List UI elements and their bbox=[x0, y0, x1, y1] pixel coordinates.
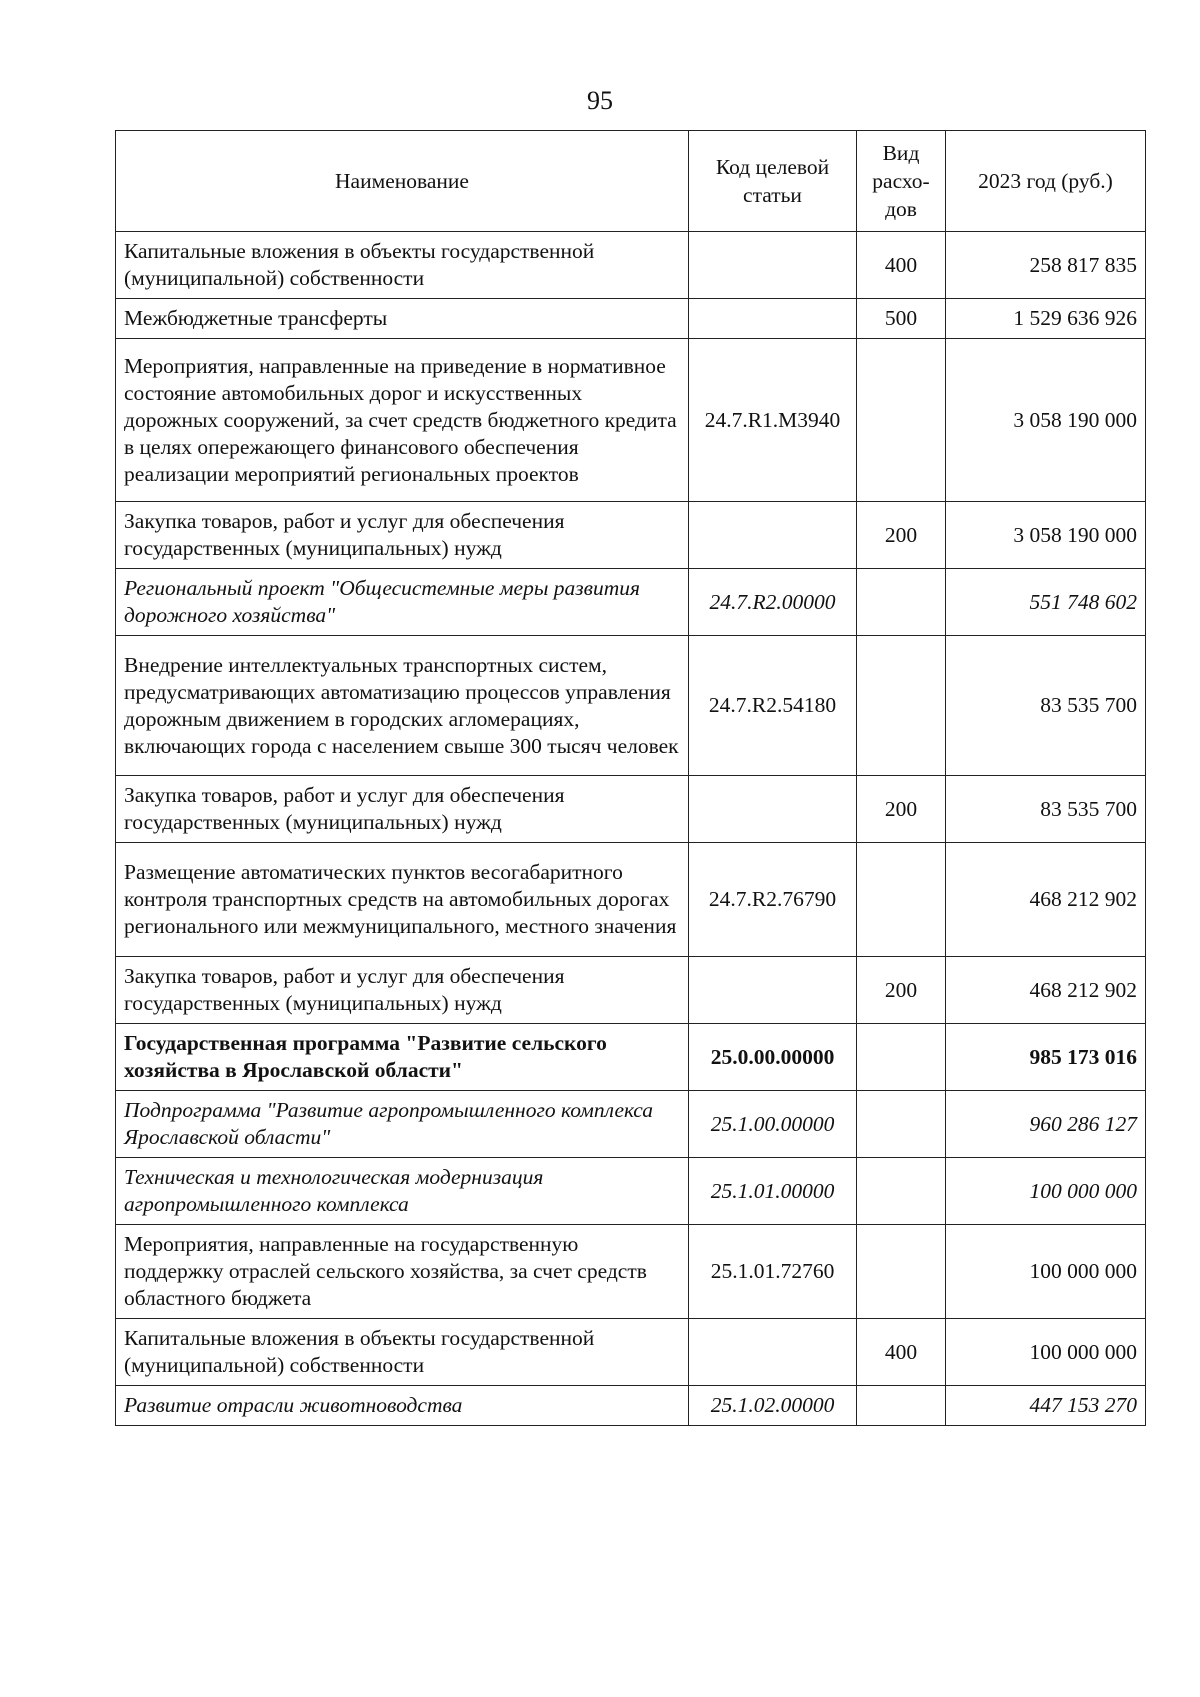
cell-type bbox=[857, 1024, 946, 1091]
cell-name: Размещение автоматических пунктов весогабаритного контроля транспортных средств на автомобильных дорогах регионального или межмуниципального, местного значения bbox=[116, 843, 689, 957]
cell-sum: 100 000 000 bbox=[946, 1158, 1146, 1225]
cell-name: Закупка товаров, работ и услуг для обеспечения государственных (муниципальных) нужд bbox=[116, 776, 689, 843]
cell-sum: 3 058 190 000 bbox=[946, 502, 1146, 569]
page-number: 95 bbox=[587, 86, 613, 115]
cell-type: 400 bbox=[857, 232, 946, 299]
cell-sum: 960 286 127 bbox=[946, 1091, 1146, 1158]
header-type: Вид расхо-дов bbox=[857, 131, 946, 232]
cell-type bbox=[857, 339, 946, 502]
cell-type: 200 bbox=[857, 776, 946, 843]
cell-sum: 447 153 270 bbox=[946, 1386, 1146, 1426]
cell-type bbox=[857, 1158, 946, 1225]
table-row bbox=[116, 1225, 1146, 1319]
cell-type bbox=[857, 1225, 946, 1319]
cell-code bbox=[689, 1319, 857, 1386]
cell-name: Закупка товаров, работ и услуг для обеспечения государственных (муниципальных) нужд bbox=[116, 502, 689, 569]
table-row bbox=[116, 569, 1146, 636]
cell-sum: 985 173 016 bbox=[946, 1024, 1146, 1091]
cell-type bbox=[857, 1386, 946, 1426]
cell-sum: 83 535 700 bbox=[946, 636, 1146, 776]
cell-name: Капитальные вложения в объекты государственной (муниципальной) собственности bbox=[116, 232, 689, 299]
cell-code bbox=[689, 957, 857, 1024]
cell-name: Подпрограмма "Развитие агропромышленного комплекса Ярославской области" bbox=[116, 1091, 689, 1158]
cell-code: 25.1.02.00000 bbox=[689, 1386, 857, 1426]
header-row bbox=[116, 131, 1146, 232]
table-row bbox=[116, 339, 1146, 502]
table-row bbox=[116, 957, 1146, 1024]
table-row bbox=[116, 232, 1146, 299]
cell-sum: 100 000 000 bbox=[946, 1225, 1146, 1319]
table-row bbox=[116, 636, 1146, 776]
cell-code: 25.1.01.72760 bbox=[689, 1225, 857, 1319]
cell-code: 25.0.00.00000 bbox=[689, 1024, 857, 1091]
cell-name: Мероприятия, направленные на приведение в нормативное состояние автомобильных дорог и искусственных дорожных сооружений, за счет средств бюджетного кредита в целях опережающего финансового обеспечения реализации мероприятий региональных проектов bbox=[116, 339, 689, 502]
cell-code bbox=[689, 502, 857, 569]
cell-sum: 1 529 636 926 bbox=[946, 299, 1146, 339]
cell-type bbox=[857, 636, 946, 776]
table-row bbox=[116, 1024, 1146, 1091]
table-row bbox=[116, 1158, 1146, 1225]
cell-name: Капитальные вложения в объекты государственной (муниципальной) собственности bbox=[116, 1319, 689, 1386]
table-header bbox=[116, 131, 1146, 232]
table-row bbox=[116, 776, 1146, 843]
budget-table bbox=[115, 130, 1146, 1426]
cell-code bbox=[689, 232, 857, 299]
cell-code: 25.1.01.00000 bbox=[689, 1158, 857, 1225]
cell-sum: 100 000 000 bbox=[946, 1319, 1146, 1386]
header-sum: 2023 год (руб.) bbox=[946, 131, 1146, 232]
cell-type: 200 bbox=[857, 957, 946, 1024]
cell-code: 24.7.R2.54180 bbox=[689, 636, 857, 776]
header-name: Наименование bbox=[116, 131, 689, 232]
cell-name: Техническая и технологическая модернизация агропромышленного комплекса bbox=[116, 1158, 689, 1225]
table-row bbox=[116, 502, 1146, 569]
cell-type: 200 bbox=[857, 502, 946, 569]
table-row bbox=[116, 1091, 1146, 1158]
cell-name: Государственная программа "Развитие сельского хозяйства в Ярославской области" bbox=[116, 1024, 689, 1091]
table-row bbox=[116, 843, 1146, 957]
cell-type bbox=[857, 569, 946, 636]
cell-name: Мероприятия, направленные на государственную поддержку отраслей сельского хозяйства, за счет средств областного бюджета bbox=[116, 1225, 689, 1319]
cell-sum: 258 817 835 bbox=[946, 232, 1146, 299]
cell-name: Региональный проект "Общесистемные меры развития дорожного хозяйства" bbox=[116, 569, 689, 636]
table-body bbox=[116, 232, 1146, 1426]
cell-sum: 3 058 190 000 bbox=[946, 339, 1146, 502]
cell-sum: 468 212 902 bbox=[946, 957, 1146, 1024]
table-row bbox=[116, 1386, 1146, 1426]
cell-code bbox=[689, 776, 857, 843]
cell-sum: 468 212 902 bbox=[946, 843, 1146, 957]
cell-code: 25.1.00.00000 bbox=[689, 1091, 857, 1158]
cell-name: Развитие отрасли животноводства bbox=[116, 1386, 689, 1426]
cell-sum: 551 748 602 bbox=[946, 569, 1146, 636]
cell-code: 24.7.R2.76790 bbox=[689, 843, 857, 957]
cell-name: Внедрение интеллектуальных транспортных систем, предусматривающих автоматизацию процессов управления дорожным движением в городских агломерациях, включающих города с населением свыше 300 тысяч человек bbox=[116, 636, 689, 776]
cell-type: 500 bbox=[857, 299, 946, 339]
cell-name: Межбюджетные трансферты bbox=[116, 299, 689, 339]
cell-type: 400 bbox=[857, 1319, 946, 1386]
table-row bbox=[116, 299, 1146, 339]
table-row bbox=[116, 1319, 1146, 1386]
cell-name: Закупка товаров, работ и услуг для обеспечения государственных (муниципальных) нужд bbox=[116, 957, 689, 1024]
cell-type bbox=[857, 1091, 946, 1158]
cell-code: 24.7.R2.00000 bbox=[689, 569, 857, 636]
cell-sum: 83 535 700 bbox=[946, 776, 1146, 843]
header-code: Код целевой статьи bbox=[689, 131, 857, 232]
cell-type bbox=[857, 843, 946, 957]
cell-code bbox=[689, 299, 857, 339]
cell-code: 24.7.R1.M3940 bbox=[689, 339, 857, 502]
